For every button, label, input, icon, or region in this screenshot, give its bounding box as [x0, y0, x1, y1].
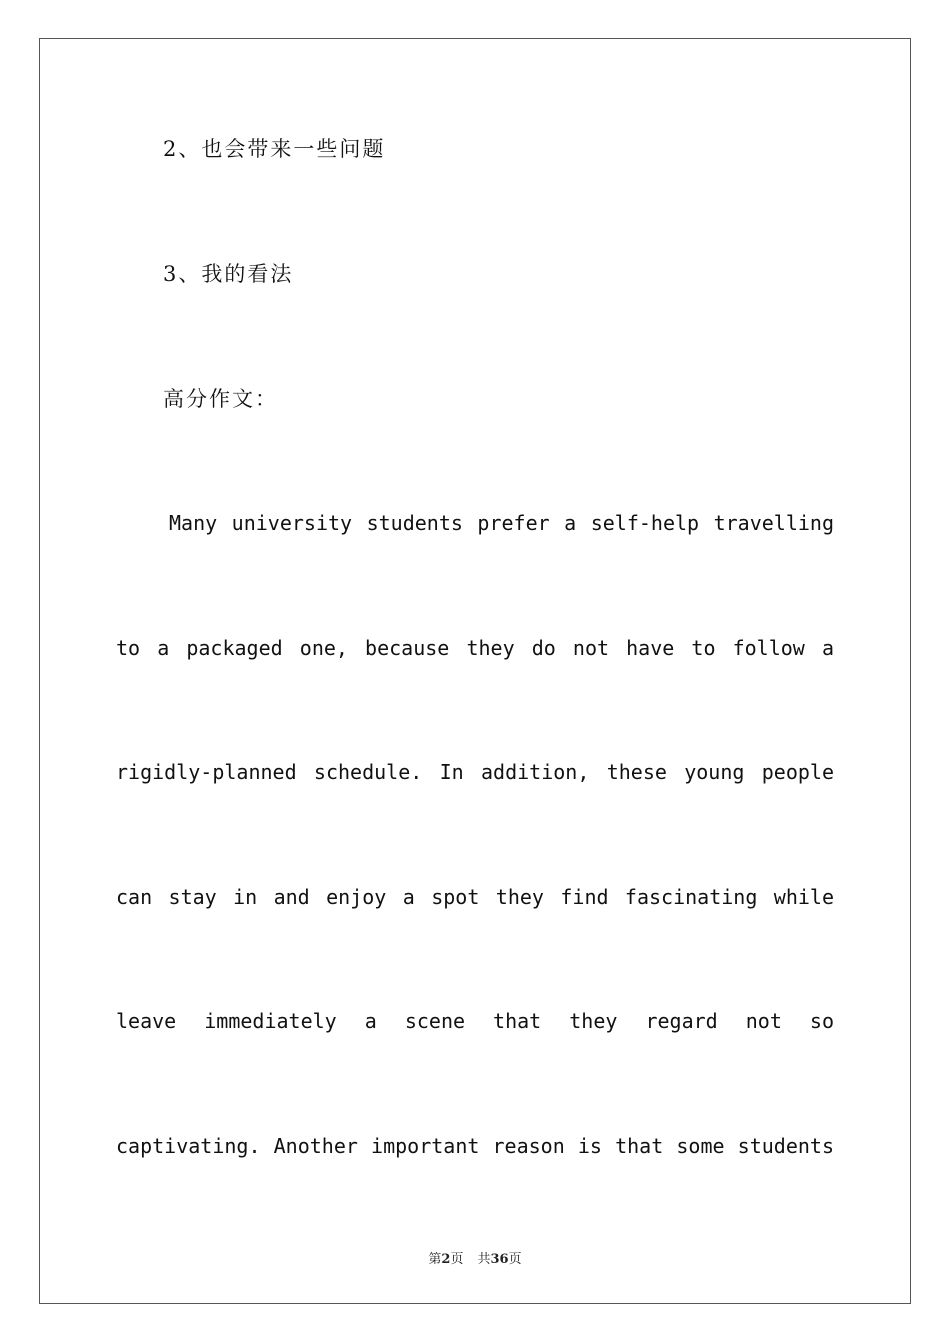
- outline-item-3: 3、我的看法: [163, 262, 294, 286]
- page-number: 2: [441, 1252, 451, 1267]
- total-prefix: 共: [477, 1252, 491, 1267]
- essay-line: rigidly-planned schedule. In addition, these young people: [116, 760, 834, 784]
- page-footer: [0, 1248, 950, 1267]
- essay-line: captivating. Another important reason is that some students: [116, 1134, 834, 1158]
- essay-line: Many university students prefer a self-help travelling: [169, 511, 834, 535]
- essay-line: to a packaged one, because they do not have to follow a: [116, 636, 834, 660]
- total-suffix: 页: [508, 1252, 522, 1267]
- total-pages: 36: [490, 1252, 509, 1267]
- essay-line: can stay in and enjoy a spot they find fascinating while: [116, 885, 834, 909]
- essay-label: 高分作文：: [163, 387, 278, 411]
- essay-line: leave immediately a scene that they regard not so: [116, 1009, 834, 1033]
- page-prefix: 第: [428, 1252, 442, 1267]
- page-border: [39, 38, 911, 1304]
- page-suffix: 页: [450, 1252, 464, 1267]
- outline-item-2: 2、也会带来一些问题: [163, 137, 386, 161]
